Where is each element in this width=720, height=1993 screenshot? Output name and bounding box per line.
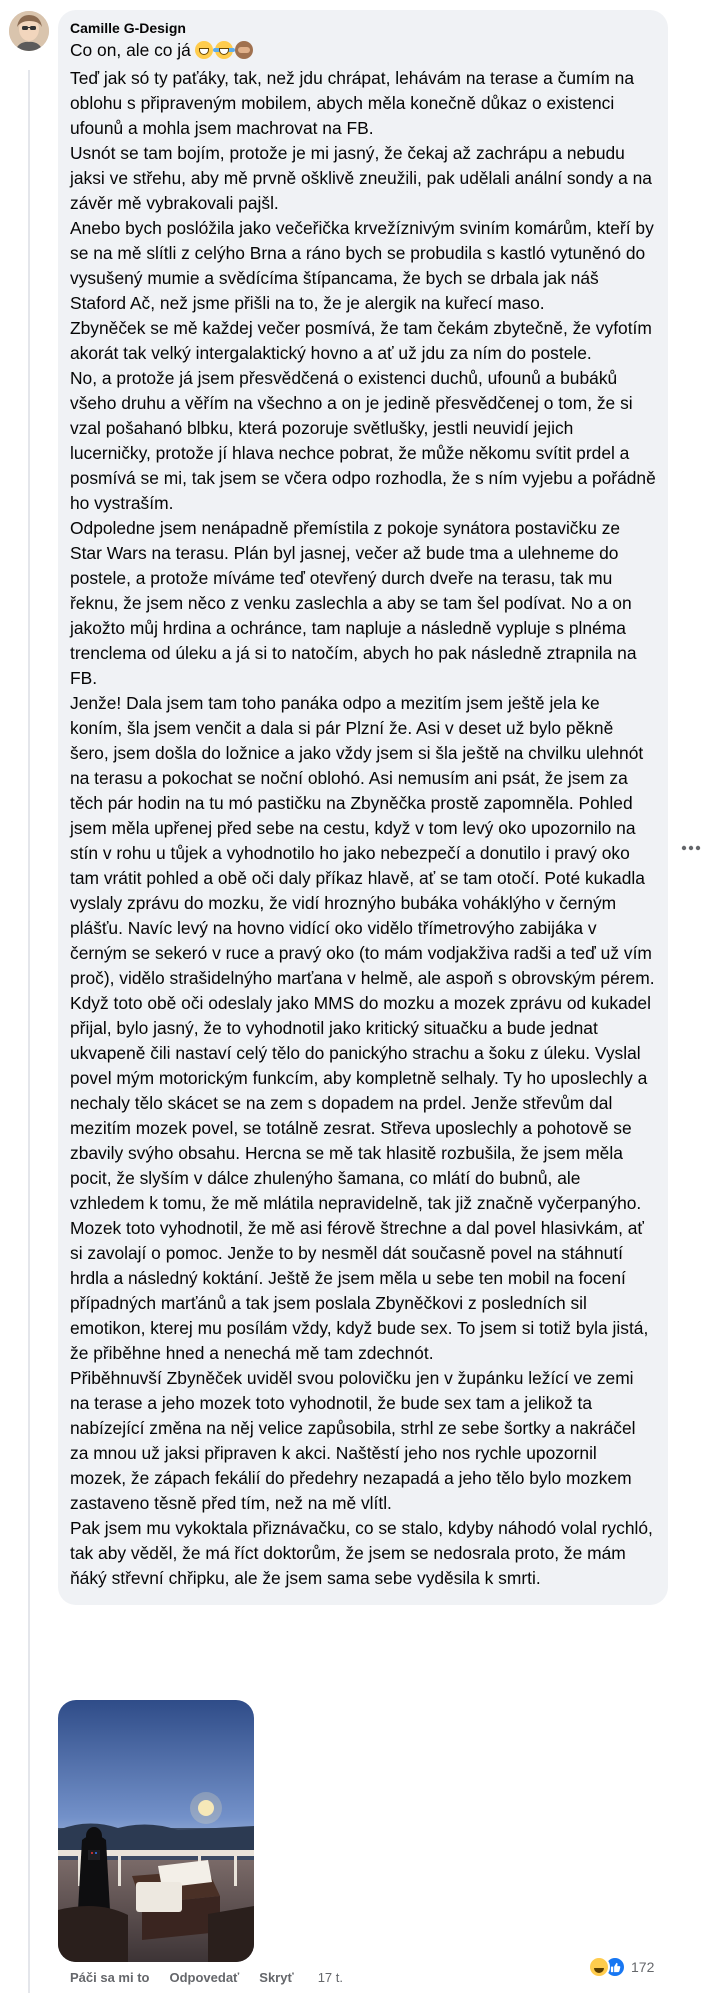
like-button[interactable]: Páči sa mi to [70,1969,150,1985]
more-options-icon[interactable] [679,836,703,860]
avatar-photo [9,11,49,51]
comment-paragraph: Usnót se tam bojím, protože je mi jasný, že čekaj až zachrápu a nebudu jaksi ve střehu, aby mě prvně ošklivě zneužili, pak udělali anální sondy a na závěr mě vybrakovali pajšl. [70,143,657,213]
comment-actions [70,1967,343,1987]
comment-text [70,38,661,1591]
comment-paragraph: Jenže! Dala jsem tam toho panáka odpo a mezitím jsem ještě jela ke koním, šla jsem venčit a dala si pár Plzní že. Asi v deset už bylo pěkně šero, jsem došla do ložnice a jako vždy jsem si šla ještě na chvilku ulehnót na terasu a pokochat se noční oblohó. Asi nemusím ani psát, že jsem za těch pár hodin na tu mó pastičku na Zbyněčka prostě zapomněla. Pohled jsem měla upřenej před sebe na cestu, když v tom levý oko upozornilo na stín v rohu u tůjek a vyhodnotilo ho jako nebezpečí a donutilo i pravý oko tam vrátit pohled a obě oči daly příkaz hlavě, ať se tam otočí. Poté kukadla vyslaly zprávu do mozku, že vidí hroznýho bubáka voháklýho v černým plášťu. Navíc levý na hovno vidící oko vidělo třímetrovýho zabijáka v černým se sekeró v ruce a pravý oko (to mám vodjakživa radši a teď už vím proč), vidělo strašidelnýho marťana v helmě, ale aspoň s obrovským pérem. Když toto obě oči odeslaly jako MMS do mozku a mozek zprávu od kukadel přijal, bylo jasný, že to vyhodnotil jako kritický situačku a bude jednat ukvapeně čili nastaví celý tělo do panickýho strachu a šoku z úleku. Vyslal povel mým motorickým funkcím, aby kompletně selhaly. Ty ho uposlechly a nechaly tělo skácet se na zem s dopadem na prdel. Jenže střevům dal mezitím mozek povel, se totálně zesrat. Střeva uposlechly a pohotově se zbavily svýho obsahu. Hercna se mě tak hlasitě rozbušila, že jsem měla pocit, že slyším v dálce zhulenýho šamana, co mlátí do bubnů, ale vzhledem k tomu, že mě mlátila nepravidelně, tak již značně vyčerpanýho. Mozek toto vyhodnotil, že mě asi férově štrechne a dal povel hlasivkám, ať si zavolají o pomoc. Jenže to by nesměl dát současně povel na stáhnutí hrdla a následný koktání. Ještě že jsem měla u sebe ten mobil na focení případných marťánů a tak jsem poslala Zbyněčkovi z posledních sil emotikon, kterej mu posílám vždy, když bude sex. To jsem si totiž byla jistá, že přiběhne hned a nenechá mě tam zdechnót. [70,693,660,1363]
emoji-row [195,41,255,66]
comment-paragraph: Pak jsem mu vykoktala přiznávačku, co se stalo, kdyby náhodó volal rychló, tak aby věděl, že má říct doktorům, že jsem se nedosrala proto, že mám ňáký střevní chřipku, ale že jsem sama sebe vyděsila k smrti. [70,1518,658,1588]
grinning-face-icon [195,41,213,59]
comment-bubble [58,10,668,1605]
hide-button[interactable]: Skryť [259,1969,294,1985]
comment-paragraph: Odpoledne jsem nenápadně přemístila z pokoje synátora postavičku ze Star Wars na terasu. Plán byl jasnej, večer až bude tma a ulehneme do postele, a protože míváme teď otevřený durch dveře na terasu, tak mu řeknu, že jsem něco z venku zaslechla a aby se tam šel podívat. No a on jakožto můj hrdina a ochránce, tam napluje a následně vypluje s plnéma trenclema od úleku a já si to natočím, abych ho pak následně ztrapnila na FB. [70,518,642,688]
comment-paragraph: Zbyněček se mě každej večer posmívá, že tam čekám zbytečně, že vyfotím akorát tak velký intergalaktický hovno a ať už jdu za ním do postele. [70,318,657,363]
comment-timestamp[interactable]: 17 t. [317,1969,343,1985]
see-no-evil-monkey-icon [235,41,253,59]
attached-photo[interactable] [58,1700,254,1962]
comment-author[interactable]: Camille G-Design [70,20,186,36]
comment-first-line: Co on, ale co já [70,40,191,60]
tears-of-joy-icon [215,41,233,59]
comment-paragraph: Přiběhnuvší Zbyněček uviděl svou polovičku jen v župánku ležící ve zemi na terase a jeho mozek toto vyhodnotil, že bude sex tam a jelikož ta nabízející změna na něj velice zapůsobila, strhl ze sebe šortky a nakráčel za mnou už jaksi připraven k akci. Naštěstí jeho nos rychle upozornil mozek, že zápach fekálií do předehry nezapadá a jeho tělo bylo mozkem zastaveno těsně před tím, než na mě vlítl. [70,1368,641,1513]
haha-reaction-icon [588,1956,610,1978]
thread-line [28,70,30,1993]
comment-paragraph: Teď jak só ty paťáky, tak, než jdu chrápat, lehávám na terase a čumím na oblohu s připraveným mobilem, abych měla konečně důkaz o existenci ufounů a mohla jsem machrovat na FB. [70,68,639,138]
avatar[interactable] [9,11,49,51]
comment-paragraph: Anebo bych poslóžila jako večeřička krvežíznivým sviním komárům, kteří by se na mě slítli z celýho Brna a ráno bych se probudila s kastló vytuněnó do vysušený mumie a svědícíma štípancama, že bych se drbala jak náš Staford Ač, než jsme přišli na to, že je alergik na kuřecí maso. [70,218,659,313]
reply-button[interactable]: Odpovedať [169,1969,240,1985]
comment-paragraph: No, a protože já jsem přesvědčená o existenci duchů, ufounů a bubáků všeho druhu a věřím na všechno a on je jedině přesvědčenej o tom, že si vzal pošahanó blbku, která pozoruje světlušky, jestli neuvidí jejich lucerničky, protože jí hlava nechce pobrat, že může někomu svítit prdel a posmívá se mi, tak jsem se včera odpo rozhodla, že s ním vyjebu a pořádně ho vystraším. [70,368,661,513]
reactions-summary[interactable] [588,1955,654,1979]
reaction-count: 172 [631,1959,655,1975]
